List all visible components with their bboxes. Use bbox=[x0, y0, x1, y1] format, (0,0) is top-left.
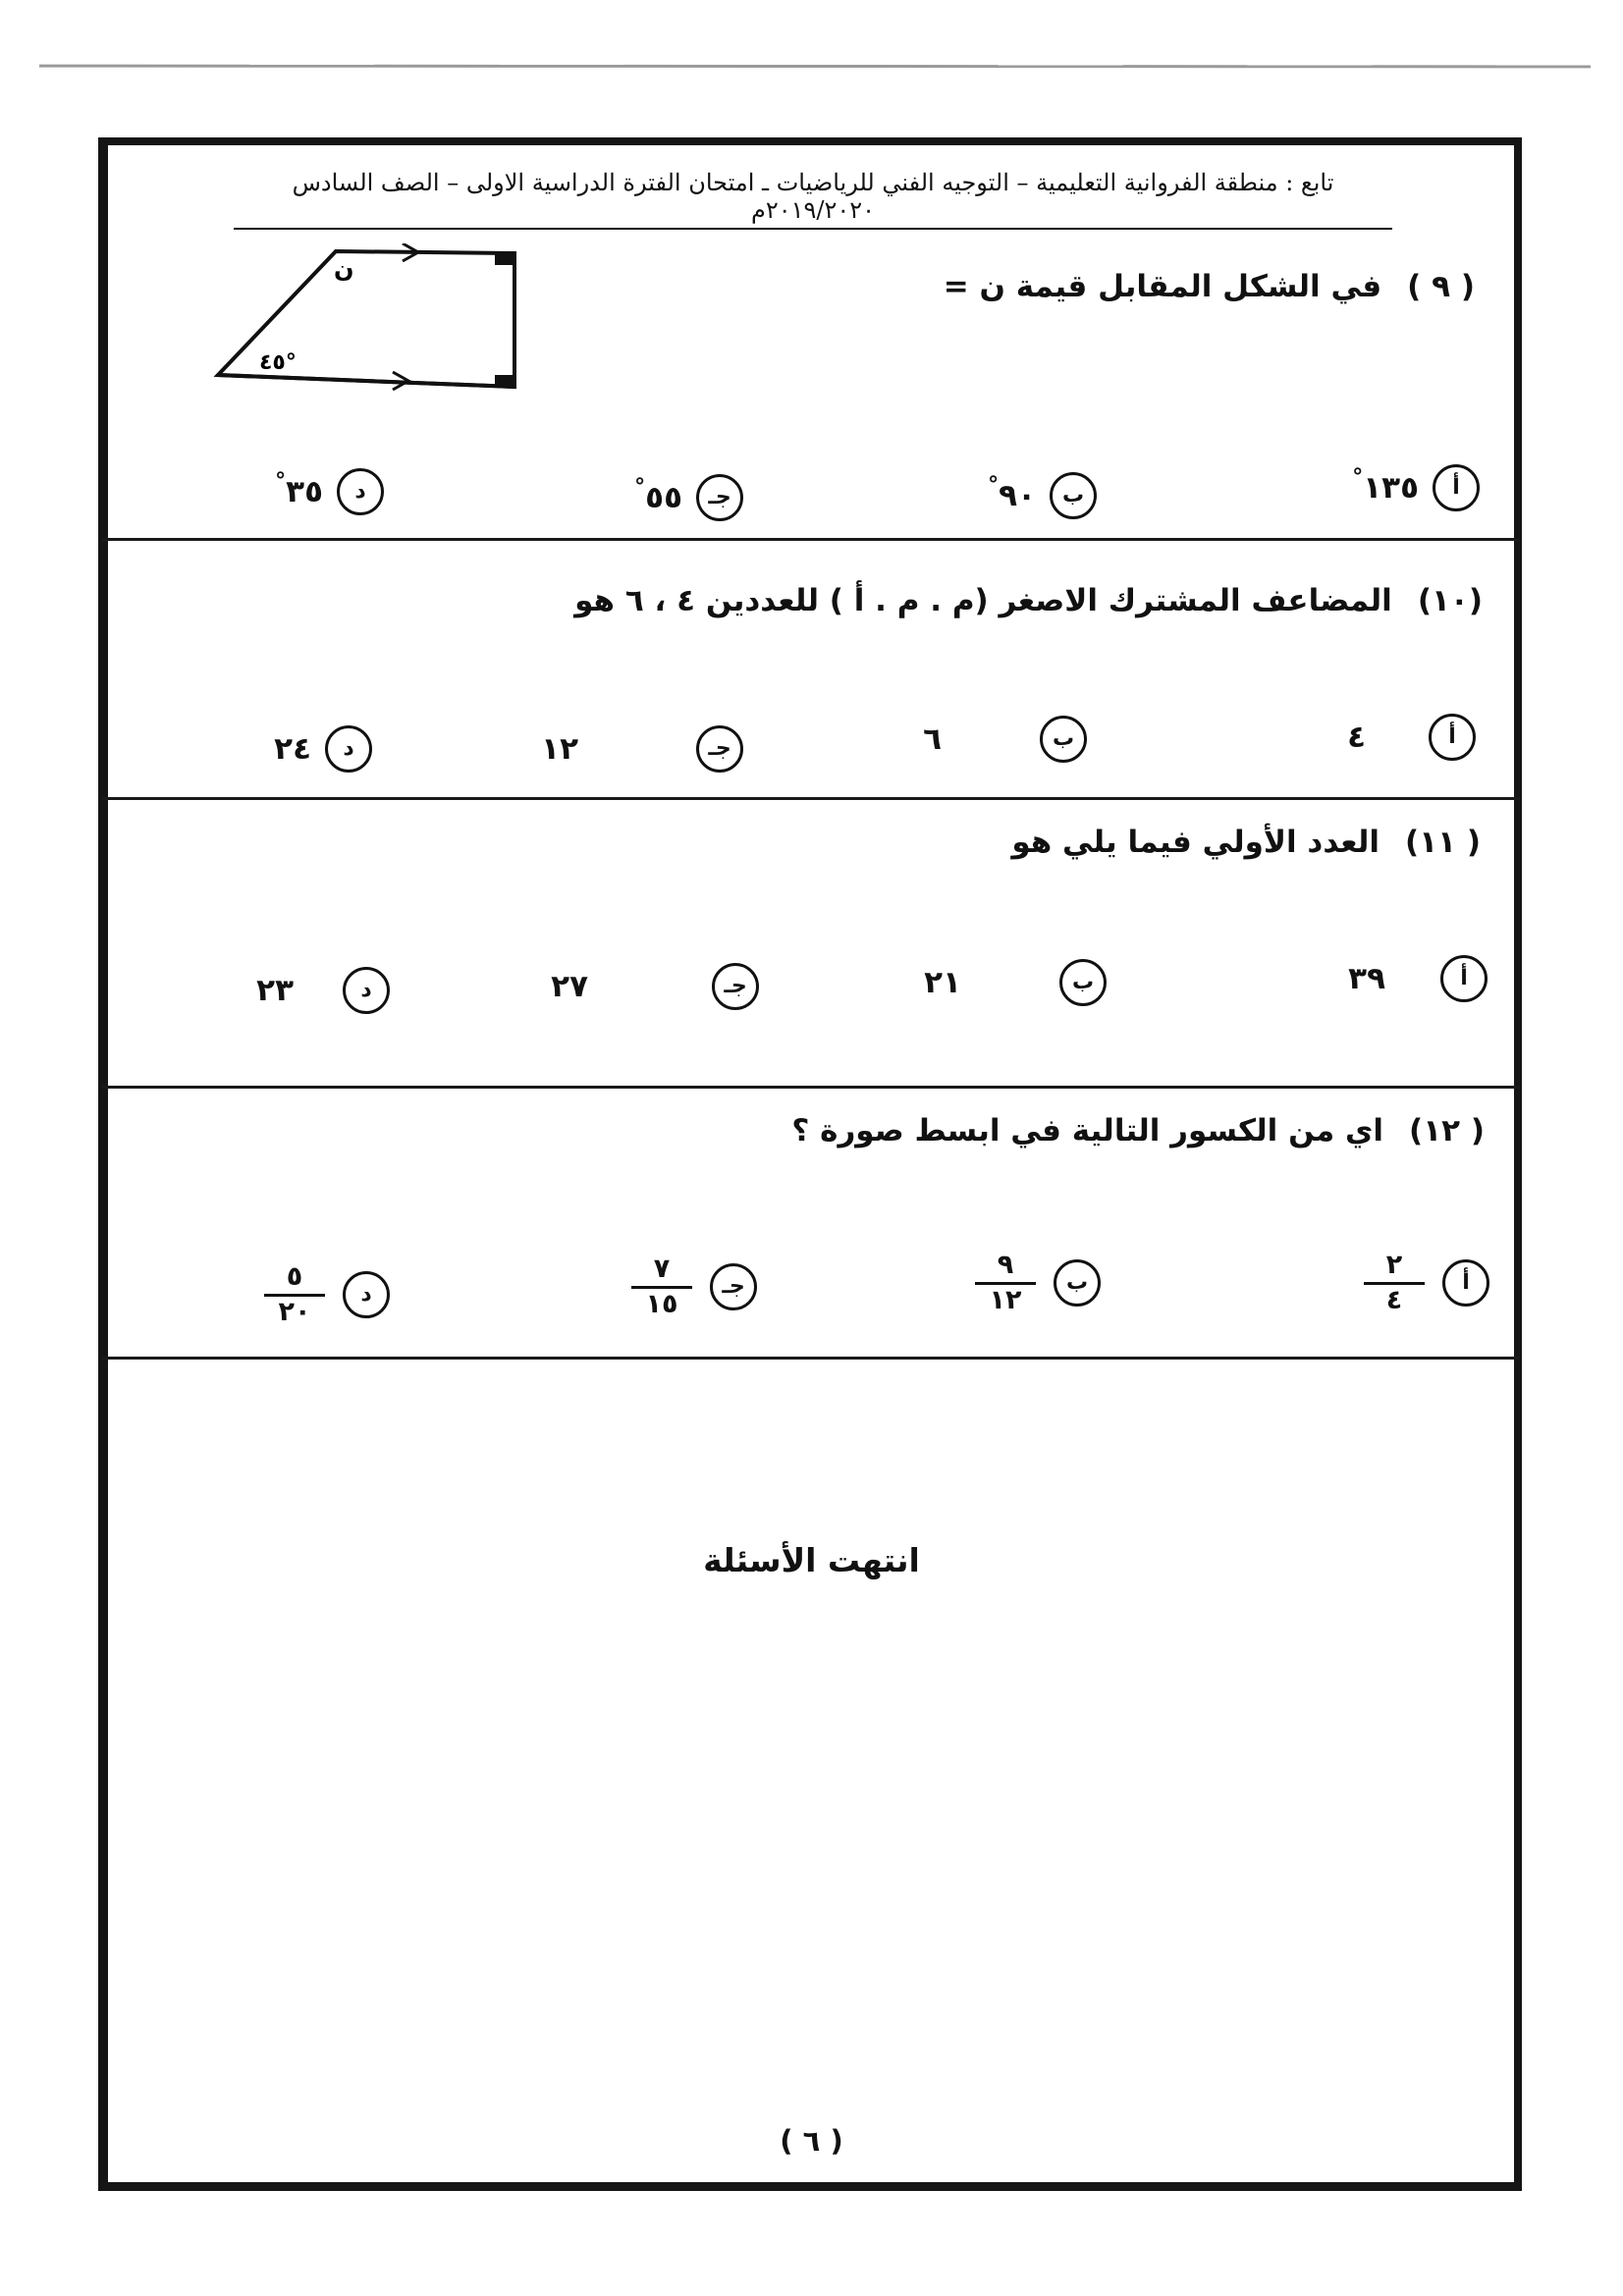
page-header: تابع : منطقة الفروانية التعليمية – التوجيه الفني للرياضيات ـ امتحان الفترة الدراسية الاولى – الصف السادس ٢٠١٩/٢٠٢٠م bbox=[234, 169, 1392, 230]
question-9-text bbox=[944, 269, 1475, 304]
angle-n-label: ن bbox=[334, 255, 354, 283]
degree-icon: ° bbox=[1352, 465, 1364, 490]
fraction bbox=[975, 1252, 1036, 1314]
option-c[interactable] bbox=[541, 724, 743, 774]
section-divider bbox=[102, 538, 1520, 541]
option-a[interactable] bbox=[1350, 463, 1480, 512]
option-letter: د bbox=[325, 725, 372, 773]
option-value: ١٢ bbox=[541, 731, 578, 767]
option-value: ٣٩ bbox=[1348, 961, 1385, 996]
denominator: ١٥ bbox=[645, 1288, 678, 1319]
option-c[interactable] bbox=[631, 1254, 757, 1319]
question-prompt: اي من الكسور التالية في ابسط صورة ؟ bbox=[791, 1113, 1384, 1148]
option-letter: أ bbox=[1433, 464, 1480, 511]
option-letter: أ bbox=[1442, 1259, 1489, 1307]
option-letter: ب bbox=[1040, 716, 1087, 763]
section-divider bbox=[102, 797, 1520, 800]
numerator: ٧ bbox=[653, 1254, 671, 1285]
question-number: ( ١٢) bbox=[1409, 1113, 1485, 1148]
option-value: ٣٥ bbox=[286, 474, 323, 509]
option-value: ٩٠ bbox=[999, 478, 1036, 513]
option-d[interactable] bbox=[274, 724, 372, 774]
option-d[interactable] bbox=[264, 1261, 390, 1327]
question-number: ( ١١) bbox=[1405, 825, 1481, 860]
fraction bbox=[264, 1263, 325, 1326]
question-prompt: العدد الأولي فيما يلي هو bbox=[1011, 825, 1380, 860]
numerator: ٥ bbox=[286, 1261, 303, 1293]
option-value: ٥٥ bbox=[645, 480, 682, 515]
option-letter: أ bbox=[1440, 955, 1488, 1002]
option-d[interactable] bbox=[256, 966, 390, 1015]
option-value: ٢٤ bbox=[274, 731, 311, 767]
option-value: ٦ bbox=[923, 721, 942, 757]
option-letter: أ bbox=[1429, 714, 1476, 761]
denominator: ٤ bbox=[1385, 1284, 1403, 1315]
degree-icon: ° bbox=[275, 469, 287, 494]
page-number: ( ٦ ) bbox=[780, 2124, 843, 2158]
top-rule bbox=[39, 65, 1591, 69]
option-letter: ب bbox=[1054, 1259, 1101, 1307]
option-a[interactable] bbox=[1347, 713, 1476, 762]
question-12-text bbox=[791, 1113, 1485, 1148]
option-letter: ب bbox=[1059, 959, 1107, 1006]
question-10 bbox=[108, 583, 1512, 642]
fraction bbox=[631, 1255, 692, 1318]
numerator: ٢ bbox=[1385, 1250, 1403, 1281]
option-value: ٢١ bbox=[924, 965, 961, 1000]
question-number: ( ٩ ) bbox=[1407, 269, 1475, 304]
angle-45-label: ٤٥° bbox=[259, 350, 297, 375]
option-b[interactable] bbox=[923, 715, 1087, 764]
section-divider bbox=[102, 1086, 1520, 1089]
question-11-text bbox=[1011, 825, 1481, 860]
option-letter: د bbox=[343, 1271, 390, 1318]
option-letter: جـ bbox=[696, 725, 743, 773]
question-10-text bbox=[574, 583, 1483, 618]
option-c[interactable] bbox=[632, 473, 743, 522]
section-divider bbox=[102, 1357, 1520, 1360]
option-letter: د bbox=[337, 468, 384, 515]
question-number: (١٠) bbox=[1417, 583, 1483, 618]
end-of-questions: انتهت الأسئلة bbox=[703, 1541, 920, 1579]
option-a[interactable] bbox=[1348, 954, 1488, 1003]
option-b[interactable] bbox=[986, 471, 1097, 520]
denominator: ٢٠ bbox=[278, 1296, 311, 1327]
question-prompt: في الشكل المقابل قيمة ن = bbox=[943, 269, 1382, 304]
question-12 bbox=[108, 1113, 1512, 1172]
option-value: ٢٧ bbox=[551, 969, 588, 1004]
fraction bbox=[1364, 1252, 1425, 1314]
question-prompt: المضاعف المشترك الاصغر (م . م . أ ) للعددين ٤ ، ٦ هو bbox=[574, 583, 1392, 618]
option-letter: جـ bbox=[696, 474, 743, 521]
option-letter: جـ bbox=[710, 1263, 757, 1310]
option-b[interactable] bbox=[924, 958, 1107, 1007]
option-a[interactable] bbox=[1364, 1250, 1489, 1315]
option-value: ٢٣ bbox=[256, 973, 294, 1008]
question-11 bbox=[108, 825, 1512, 883]
option-letter: جـ bbox=[712, 963, 759, 1010]
trapezoid-figure bbox=[210, 243, 524, 400]
option-d[interactable] bbox=[273, 467, 384, 516]
option-letter: ب bbox=[1050, 472, 1097, 519]
option-value: ٤ bbox=[1347, 720, 1366, 755]
numerator: ٩ bbox=[997, 1250, 1014, 1281]
degree-icon: ° bbox=[988, 473, 1000, 498]
option-b[interactable] bbox=[975, 1250, 1101, 1315]
option-value: ١٣٥ bbox=[1363, 470, 1419, 506]
option-c[interactable] bbox=[551, 962, 759, 1011]
degree-icon: ° bbox=[634, 475, 646, 500]
denominator: ١٢ bbox=[989, 1284, 1022, 1315]
option-letter: د bbox=[343, 967, 390, 1014]
